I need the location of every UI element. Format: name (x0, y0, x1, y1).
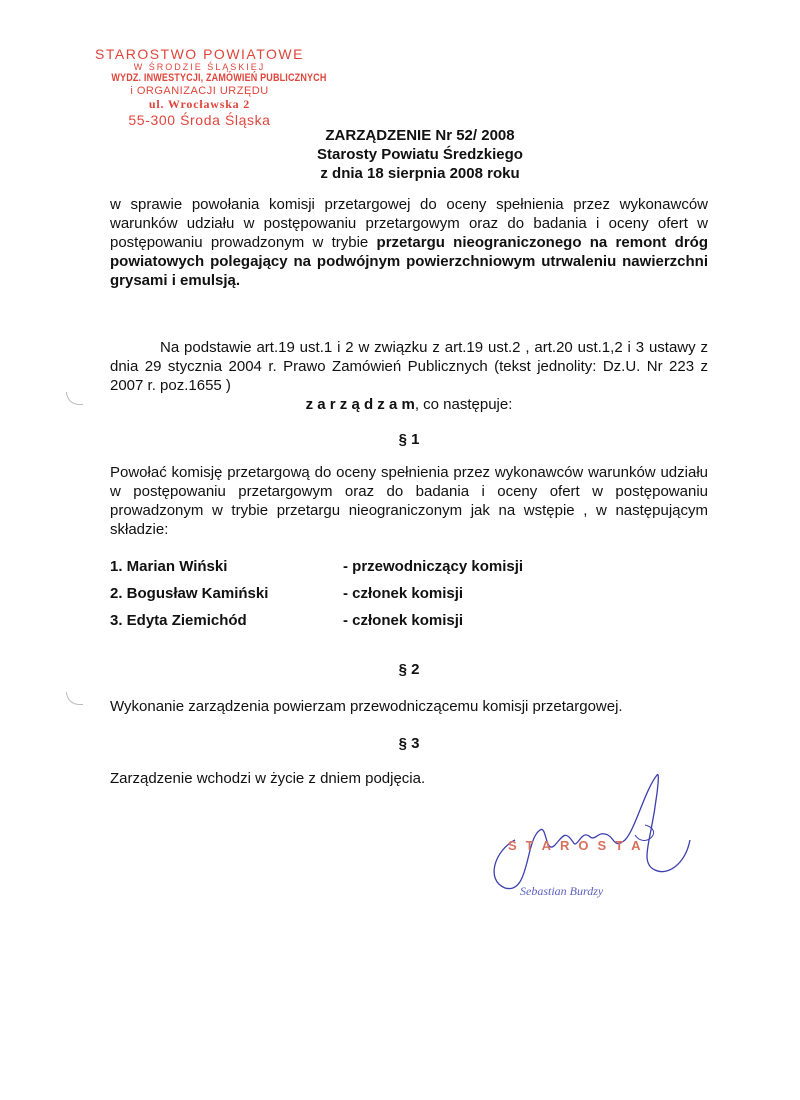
subject-bold-text: przetargu nieograniczonego na remont dróg powiatowych polegający na podwójnym powierzchniowym utrwaleniu nawierzchni grysami i emulsją. (110, 234, 708, 289)
stamp-line: 55-300 Środa Śląska (128, 111, 271, 128)
ordering-line (110, 395, 708, 414)
stamp-line: STAROSTWO POWIATOWE (95, 46, 304, 62)
section-1-text: Powołać komisję przetargową do oceny spełnienia przez wykonawców warunków udziału w postępowaniu przetargowym oraz do badania i oceny ofert w postępowaniu prowadzonym w trybie przetargu nieograniczonym jak na wstępie , w następującym składzie: (110, 464, 708, 538)
members-list (110, 553, 610, 634)
stamp-line: WYDZ. INWESTYCJI, ZAMÓWIEŃ PUBLICZNYCH (111, 72, 327, 85)
handwritten-signature (485, 770, 695, 900)
document-issuer: Starosty Powiatu Średzkiego (317, 146, 523, 163)
document-heading (260, 126, 580, 183)
section-heading-3: § 3 (398, 735, 420, 752)
list-item (110, 607, 610, 634)
section-3-text: Zarządzenie wchodzi w życie z dniem podjęcia. (110, 770, 426, 787)
punch-hole-mark (66, 692, 83, 705)
section-2-text: Wykonanie zarządzenia powierzam przewodniczącemu komisji przetargowej. (110, 698, 623, 715)
signature-stamp: STAROSTA (508, 838, 650, 853)
ordering-bold: z a r z ą d z a m (305, 396, 415, 413)
stamp-line: ul. Wrocławska 2 (148, 96, 251, 111)
member-name: 2. Bogusław Kamiński (110, 585, 269, 602)
member-role: - przewodniczący komisji (343, 558, 524, 575)
document-date: z dnia 18 sierpnia 2008 roku (320, 165, 520, 182)
list-item (110, 580, 610, 607)
section-heading-1: § 1 (398, 431, 420, 448)
office-stamp (92, 46, 327, 128)
member-role: - członek komisji (343, 612, 464, 629)
punch-hole-mark (66, 392, 83, 405)
ordering-rest: , co następuje: (414, 396, 513, 413)
stamp-line: i ORGANIZACJI URZĘDU (130, 85, 269, 98)
signature-name: Sebastian Burdzy (520, 884, 604, 898)
stamp-line: W ŚRODZIE ŚLĄSKIEJ (133, 62, 266, 73)
section-heading-2: § 2 (398, 661, 420, 678)
document-title: ZARZĄDZENIE Nr 52/ 2008 (325, 127, 515, 144)
member-role: - członek komisji (343, 585, 464, 602)
list-item (110, 553, 610, 580)
subject-text: w sprawie powołania komisji przetargowej do oceny spełnienia przez wykonawców warunków udziału w postępowaniu przetargowym oraz do badania i oceny ofert w postępowaniu prowadzonym w trybie (110, 196, 708, 251)
subject-paragraph (110, 195, 708, 290)
legal-basis-paragraph: Na podstawie art.19 ust.1 i 2 w związku z art.19 ust.2 , art.20 ust.1,2 i 3 ustawy z dnia 29 stycznia 2004 r. Prawo Zamówień Publicznych (tekst jednolity: Dz.U. Nr 223 z 2007 r. poz.1655 ) (110, 339, 708, 394)
member-name: 1. Marian Wiński (110, 558, 228, 575)
member-name: 3. Edyta Ziemichód (110, 612, 247, 629)
